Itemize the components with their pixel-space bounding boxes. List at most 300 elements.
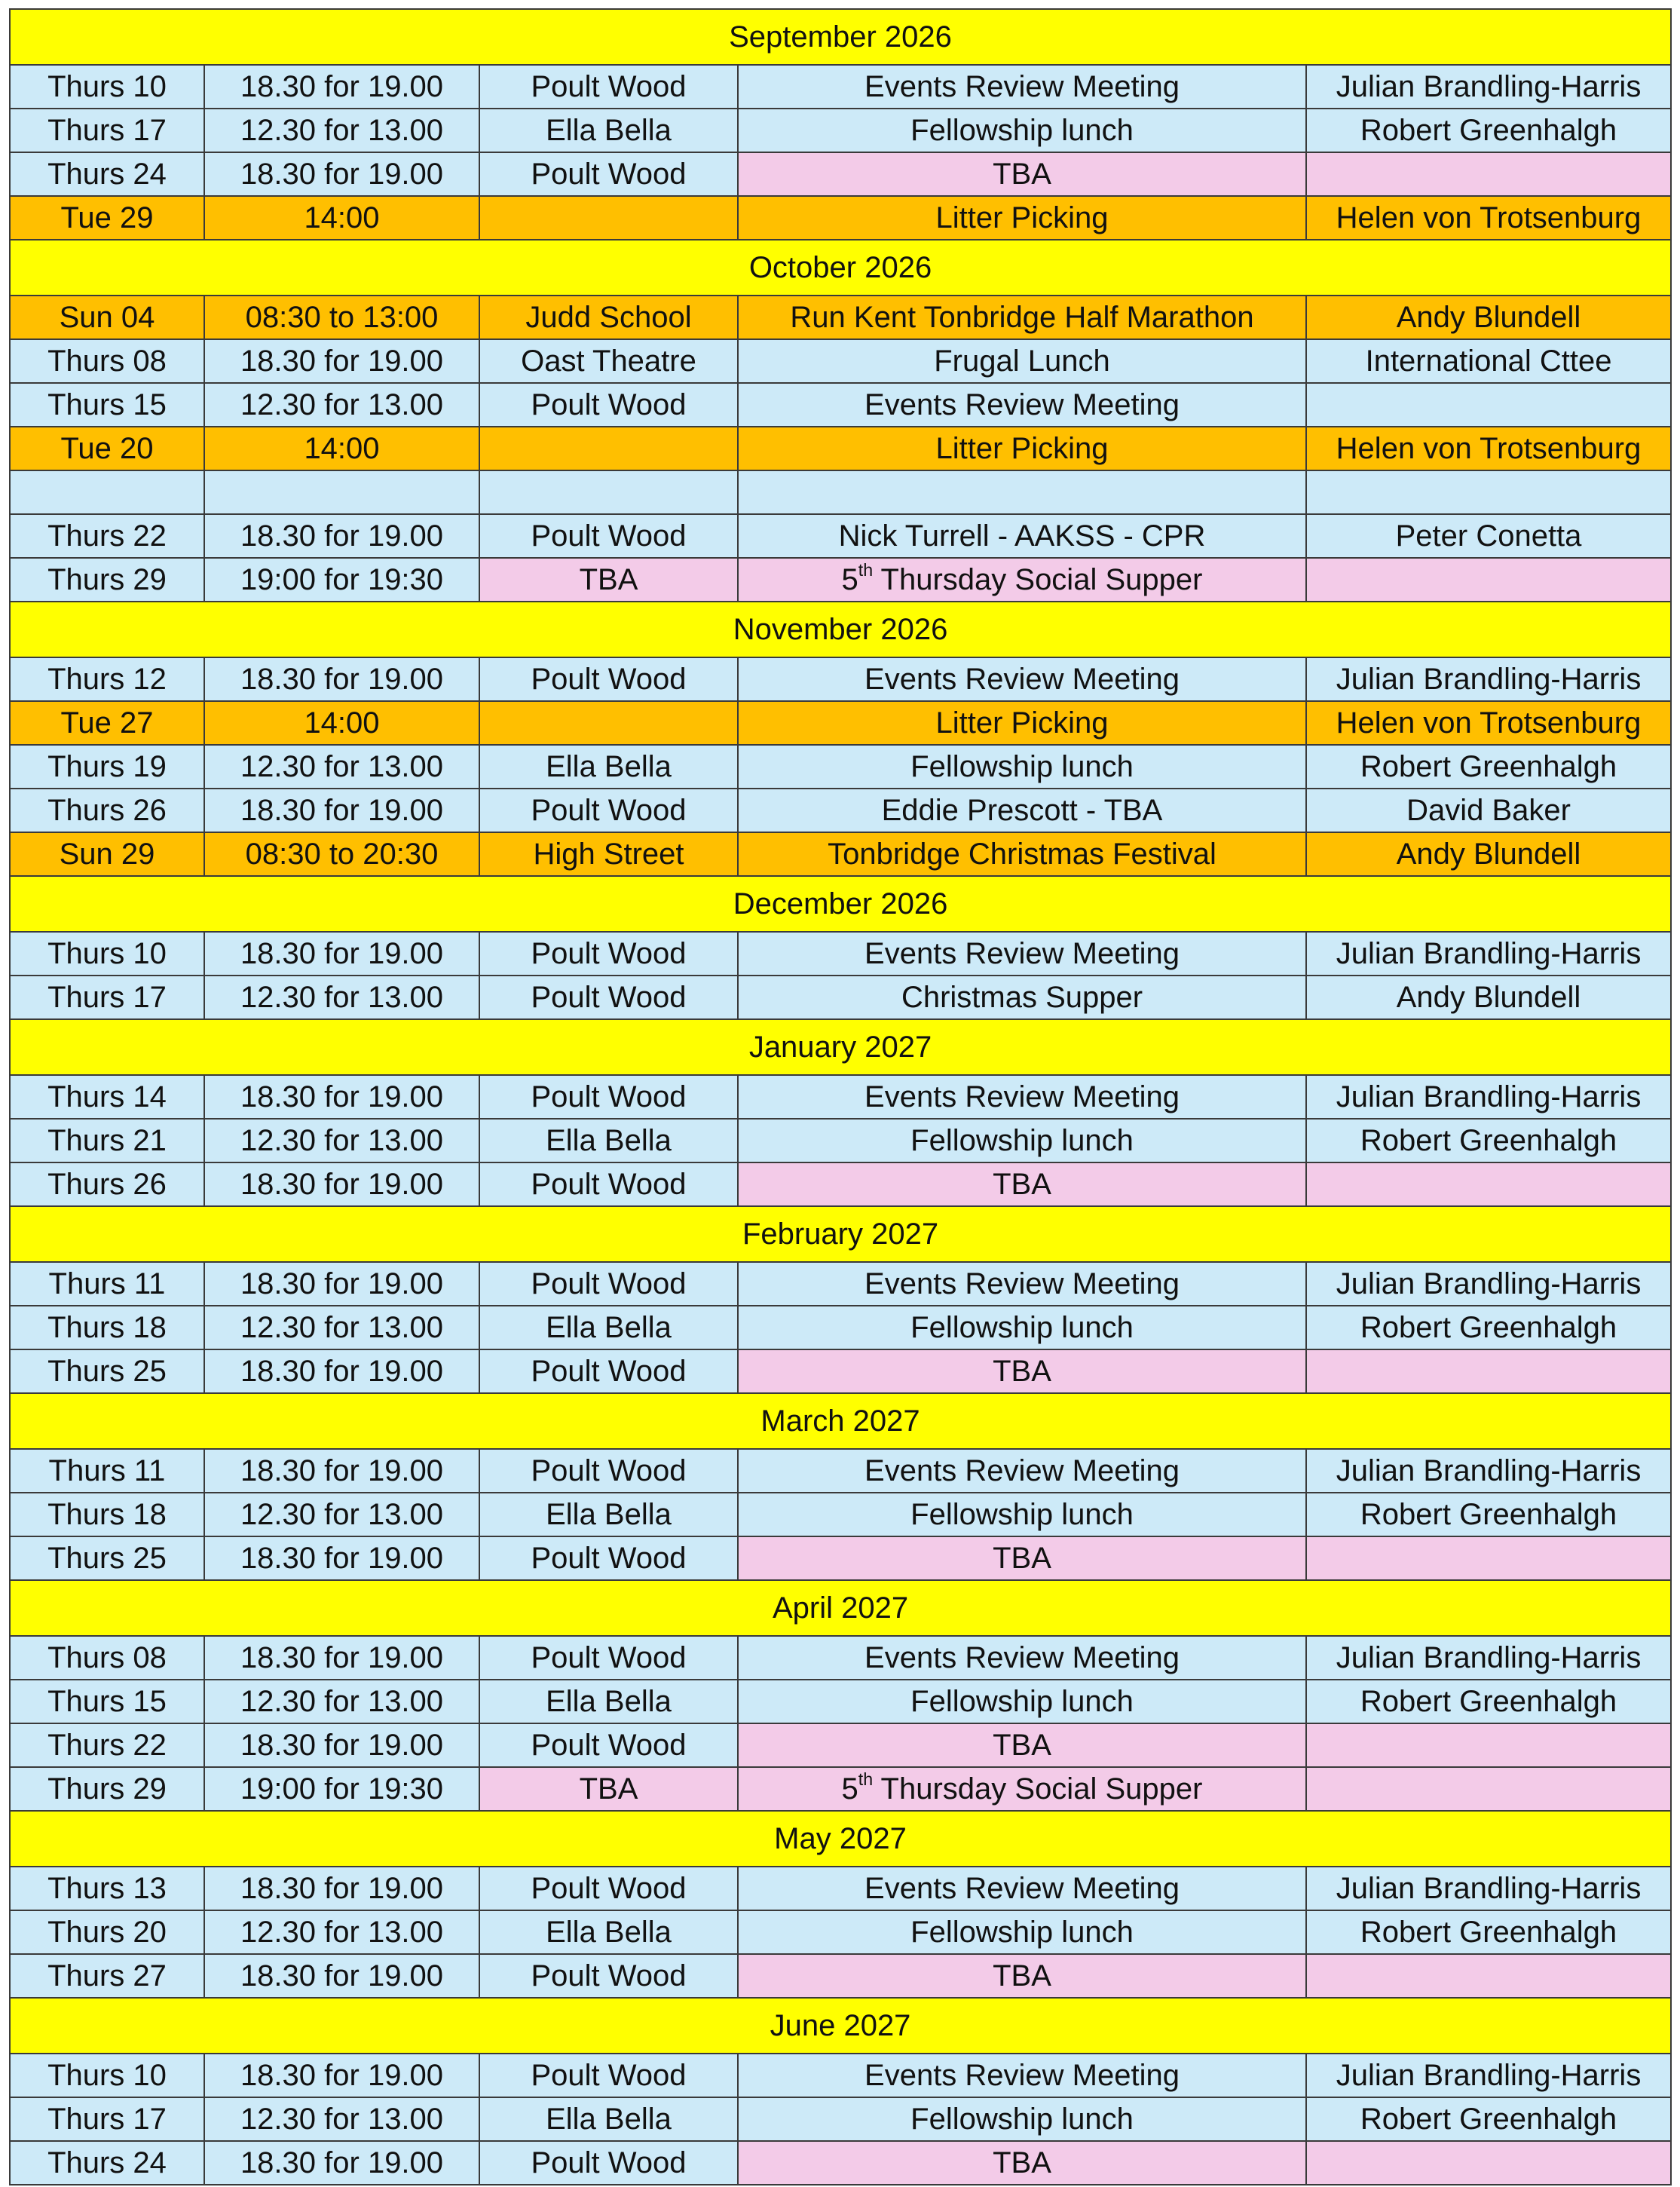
- cell-text: Fellowship lunch: [910, 750, 1134, 783]
- cell-text: TBA: [993, 2146, 1051, 2179]
- event-event-cell: [738, 514, 1306, 558]
- event-venue-cell: [479, 65, 738, 109]
- event-time-cell: [204, 1636, 479, 1680]
- cell-text: 18.30 for 19.00: [240, 1729, 444, 1762]
- event-date-cell: [10, 657, 204, 701]
- cell-text: Andy Blundell: [1396, 981, 1581, 1014]
- month-heading: May 2027: [10, 1811, 1671, 1867]
- event-row: [10, 1262, 1671, 1306]
- event-venue-cell: [479, 2141, 738, 2185]
- cell-text: 12.30 for 13.00: [240, 750, 444, 783]
- event-organiser-cell: [1306, 2097, 1671, 2141]
- event-event-cell: [738, 1954, 1306, 1998]
- cell-text: International Cttee: [1365, 345, 1612, 378]
- event-venue-cell: [479, 2097, 738, 2141]
- event-event-cell: [738, 1636, 1306, 1680]
- cell-text: 08:30 to 13:00: [245, 301, 439, 334]
- event-time-cell: [204, 514, 479, 558]
- month-header-row: [10, 1393, 1671, 1449]
- month-header-row: [10, 1811, 1671, 1867]
- event-organiser-cell: [1306, 789, 1671, 832]
- cell-text: Thurs 18: [47, 1311, 167, 1344]
- event-venue-cell: [479, 1910, 738, 1954]
- event-row: [10, 701, 1671, 745]
- cell-text: Fellowship lunch: [910, 114, 1134, 147]
- cell-text: Poult Wood: [531, 1729, 687, 1762]
- event-row: [10, 1767, 1671, 1811]
- cell-text: Sun 04: [59, 301, 155, 334]
- cell-text: TBA: [993, 1729, 1051, 1762]
- event-event-cell: [738, 1449, 1306, 1493]
- cell-text: Thurs 15: [47, 388, 167, 421]
- event-organiser-cell: [1306, 1910, 1671, 1954]
- event-organiser-cell: [1306, 1723, 1671, 1767]
- cell-text: Events Review Meeting: [864, 2059, 1180, 2092]
- event-date-cell: [10, 196, 204, 240]
- cell-text: 14:00: [304, 432, 380, 465]
- event-organiser-cell: [1306, 2141, 1671, 2185]
- cell-text: Ella Bella: [546, 1685, 672, 1718]
- month-heading: October 2026: [10, 240, 1671, 296]
- event-organiser-cell: [1306, 1306, 1671, 1349]
- event-venue-cell: [479, 1349, 738, 1393]
- event-event-cell: [738, 1910, 1306, 1954]
- cell-text: Oast Theatre: [521, 345, 696, 378]
- event-row: [10, 1493, 1671, 1536]
- event-venue-cell: [479, 657, 738, 701]
- event-row: [10, 745, 1671, 789]
- cell-text: Thurs 26: [47, 1168, 167, 1201]
- event-time-cell: [204, 701, 479, 745]
- cell-text: TBA: [579, 563, 638, 596]
- event-time-cell: [204, 745, 479, 789]
- cell-text: Ella Bella: [546, 1311, 672, 1344]
- event-venue-cell: [479, 152, 738, 196]
- event-date-cell: [10, 65, 204, 109]
- event-row: [10, 2097, 1671, 2141]
- event-venue-cell: [479, 1262, 738, 1306]
- event-date-cell: [10, 514, 204, 558]
- cell-text: Ella Bella: [546, 2103, 672, 2136]
- event-venue-cell: [479, 1680, 738, 1723]
- cell-text: Poult Wood: [531, 1355, 687, 1388]
- event-venue-cell: [479, 1306, 738, 1349]
- event-time-cell: [204, 296, 479, 339]
- event-event-cell: [738, 745, 1306, 789]
- event-date-cell: [10, 976, 204, 1019]
- event-time-cell: [204, 1262, 479, 1306]
- cell-text: Andy Blundell: [1396, 838, 1581, 871]
- cell-text: Tonbridge Christmas Festival: [828, 838, 1216, 871]
- cell-text: Fellowship lunch: [910, 1916, 1134, 1949]
- month-header-row: [10, 602, 1671, 657]
- event-row: [10, 932, 1671, 976]
- cell-text: Judd School: [525, 301, 692, 334]
- event-organiser-cell: [1306, 1349, 1671, 1393]
- event-time-cell: [204, 196, 479, 240]
- event-event-cell: [738, 1306, 1306, 1349]
- event-date-cell: [10, 1306, 204, 1349]
- event-time-cell: [204, 1119, 479, 1162]
- cell-text: Thurs 10: [47, 937, 167, 970]
- cell-text: Poult Wood: [531, 937, 687, 970]
- event-organiser-cell: [1306, 1449, 1671, 1493]
- cell-text: 12.30 for 13.00: [240, 2103, 444, 2136]
- cell-text: Robert Greenhalgh: [1360, 114, 1617, 147]
- month-heading: February 2027: [10, 1206, 1671, 1262]
- event-event-cell: [738, 109, 1306, 152]
- cell-text: 12.30 for 13.00: [240, 114, 444, 147]
- event-time-cell: [204, 1767, 479, 1811]
- event-venue-cell: [479, 514, 738, 558]
- cell-text: Robert Greenhalgh: [1360, 1916, 1617, 1949]
- ordinal-suffix: th: [858, 1769, 874, 1789]
- cell-text: 14:00: [304, 706, 380, 740]
- cell-text: Thurs 10: [47, 2059, 167, 2092]
- event-row: [10, 1910, 1671, 1954]
- cell-text: Poult Wood: [531, 158, 687, 191]
- event-row: [10, 1119, 1671, 1162]
- event-row: [10, 976, 1671, 1019]
- cell-text: 5: [841, 563, 858, 596]
- event-event-cell: [738, 701, 1306, 745]
- event-row: [10, 1306, 1671, 1349]
- cell-text: Nick Turrell - AAKSS - CPR: [838, 519, 1206, 553]
- event-date-cell: [10, 558, 204, 602]
- cell-text: 18.30 for 19.00: [240, 663, 444, 696]
- event-row: [10, 1636, 1671, 1680]
- cell-text: Events Review Meeting: [864, 1641, 1180, 1674]
- event-time-cell: [204, 1723, 479, 1767]
- event-date-cell: [10, 1910, 204, 1954]
- cell-text: Julian Brandling-Harris: [1336, 1267, 1642, 1300]
- cell-text: Helen von Trotsenburg: [1336, 706, 1642, 740]
- event-organiser-cell: [1306, 152, 1671, 196]
- event-organiser-cell: [1306, 1075, 1671, 1119]
- cell-text: 12.30 for 13.00: [240, 1124, 444, 1157]
- event-row: [10, 1954, 1671, 1998]
- cell-text: Thurs 22: [47, 519, 167, 553]
- event-organiser-cell: [1306, 65, 1671, 109]
- cell-text: Events Review Meeting: [864, 1454, 1180, 1487]
- event-venue-cell: [479, 1954, 738, 1998]
- cell-text-rest: Thursday Social Supper: [873, 1772, 1203, 1806]
- cell-text: 18.30 for 19.00: [240, 1355, 444, 1388]
- cell-text: Thurs 24: [47, 158, 167, 191]
- event-time-cell: [204, 832, 479, 876]
- cell-text: 18.30 for 19.00: [240, 70, 444, 103]
- event-organiser-cell: [1306, 1867, 1671, 1910]
- cell-text: 12.30 for 13.00: [240, 1498, 444, 1531]
- event-row: [10, 558, 1671, 602]
- cell-text: Poult Wood: [531, 2146, 687, 2179]
- event-time-cell: [204, 427, 479, 470]
- cell-text: Events Review Meeting: [864, 663, 1180, 696]
- event-time-cell: [204, 65, 479, 109]
- event-event-cell: [738, 1349, 1306, 1393]
- event-organiser-cell: [1306, 1680, 1671, 1723]
- event-event-cell: [738, 1075, 1306, 1119]
- event-event-cell: [738, 1680, 1306, 1723]
- cell-text: Events Review Meeting: [864, 937, 1180, 970]
- event-organiser-cell: [1306, 470, 1671, 514]
- cell-text: Thurs 29: [47, 563, 167, 596]
- event-venue-cell: [479, 1449, 738, 1493]
- event-row: [10, 1162, 1671, 1206]
- event-time-cell: [204, 1867, 479, 1910]
- event-venue-cell: [479, 1119, 738, 1162]
- cell-text: Julian Brandling-Harris: [1336, 1080, 1642, 1113]
- event-time-cell: [204, 976, 479, 1019]
- cell-text: Thurs 08: [47, 345, 167, 378]
- event-date-cell: [10, 745, 204, 789]
- cell-text: TBA: [993, 1355, 1051, 1388]
- cell-text: Thurs 29: [47, 1772, 167, 1806]
- cell-text: TBA: [993, 1168, 1051, 1201]
- event-venue-cell: [479, 470, 738, 514]
- month-header-row: [10, 1580, 1671, 1636]
- cell-text: 18.30 for 19.00: [240, 1872, 444, 1905]
- event-row: [10, 832, 1671, 876]
- cell-text: 18.30 for 19.00: [240, 937, 444, 970]
- event-organiser-cell: [1306, 514, 1671, 558]
- month-header-row: [10, 240, 1671, 296]
- event-row: [10, 196, 1671, 240]
- month-heading: April 2027: [10, 1580, 1671, 1636]
- event-event-cell: [738, 65, 1306, 109]
- cell-text: Thurs 12: [47, 663, 167, 696]
- event-date-cell: [10, 1493, 204, 1536]
- event-organiser-cell: [1306, 109, 1671, 152]
- event-row: [10, 383, 1671, 427]
- cell-text: Thurs 25: [47, 1355, 167, 1388]
- cell-text: Events Review Meeting: [864, 1872, 1180, 1905]
- cell-text: Fellowship lunch: [910, 1124, 1134, 1157]
- event-time-cell: [204, 152, 479, 196]
- event-event-cell: [738, 1119, 1306, 1162]
- cell-text: Andy Blundell: [1396, 301, 1581, 334]
- event-event-cell: [738, 832, 1306, 876]
- event-date-cell: [10, 1723, 204, 1767]
- event-time-cell: [204, 657, 479, 701]
- event-row: [10, 1449, 1671, 1493]
- event-date-cell: [10, 152, 204, 196]
- event-row: [10, 339, 1671, 383]
- cell-text: Tue 29: [60, 201, 154, 234]
- cell-text: Thurs 10: [47, 70, 167, 103]
- event-date-cell: [10, 1162, 204, 1206]
- month-header-row: [10, 1998, 1671, 2054]
- cell-text: 18.30 for 19.00: [240, 1542, 444, 1575]
- event-date-cell: [10, 296, 204, 339]
- cell-text: TBA: [993, 158, 1051, 191]
- cell-text: Thurs 13: [47, 1872, 167, 1905]
- cell-text: Julian Brandling-Harris: [1336, 1872, 1642, 1905]
- cell-text: Events Review Meeting: [864, 70, 1180, 103]
- event-date-cell: [10, 1449, 204, 1493]
- event-venue-cell: [479, 1075, 738, 1119]
- cell-text: Thurs 19: [47, 750, 167, 783]
- cell-text: Poult Wood: [531, 981, 687, 1014]
- event-event-cell: [738, 470, 1306, 514]
- event-time-cell: [204, 1449, 479, 1493]
- event-venue-cell: [479, 1723, 738, 1767]
- cell-text: Thurs 14: [47, 1080, 167, 1113]
- event-row: [10, 1536, 1671, 1580]
- event-time-cell: [204, 1954, 479, 1998]
- event-row: [10, 1349, 1671, 1393]
- cell-text: TBA: [993, 1542, 1051, 1575]
- cell-text: Thurs 27: [47, 1959, 167, 1992]
- month-heading: January 2027: [10, 1019, 1671, 1075]
- event-time-cell: [204, 1493, 479, 1536]
- event-event-cell: [738, 789, 1306, 832]
- event-venue-cell: [479, 1636, 738, 1680]
- cell-text: Christmas Supper: [901, 981, 1143, 1014]
- cell-text: 18.30 for 19.00: [240, 1959, 444, 1992]
- cell-text: Poult Wood: [531, 1267, 687, 1300]
- cell-text: 19:00 for 19:30: [240, 1772, 444, 1806]
- cell-text: Litter Picking: [935, 706, 1109, 740]
- month-header-row: [10, 9, 1671, 65]
- event-venue-cell: [479, 339, 738, 383]
- cell-text: Poult Wood: [531, 70, 687, 103]
- cell-text: Thurs 11: [48, 1454, 166, 1487]
- cell-text: Frugal Lunch: [934, 345, 1110, 378]
- cell-text: 12.30 for 13.00: [240, 1685, 444, 1718]
- cell-text: Thurs 25: [47, 1542, 167, 1575]
- event-time-cell: [204, 1075, 479, 1119]
- cell-text: Robert Greenhalgh: [1360, 1685, 1617, 1718]
- cell-text: Thurs 17: [47, 981, 167, 1014]
- event-row: [10, 514, 1671, 558]
- event-time-cell: [204, 1162, 479, 1206]
- event-time-cell: [204, 339, 479, 383]
- event-date-cell: [10, 701, 204, 745]
- event-date-cell: [10, 2141, 204, 2185]
- cell-text: Julian Brandling-Harris: [1336, 1454, 1642, 1487]
- cell-text: Events Review Meeting: [864, 1080, 1180, 1113]
- month-heading: December 2026: [10, 876, 1671, 932]
- cell-text: Ella Bella: [546, 1498, 672, 1531]
- cell-text: Julian Brandling-Harris: [1336, 70, 1642, 103]
- event-time-cell: [204, 932, 479, 976]
- event-organiser-cell: [1306, 657, 1671, 701]
- event-time-cell: [204, 2054, 479, 2097]
- cell-text: Julian Brandling-Harris: [1336, 2059, 1642, 2092]
- event-venue-cell: [479, 1767, 738, 1811]
- event-row: [10, 1723, 1671, 1767]
- events-schedule-table: [9, 8, 1672, 2185]
- event-event-cell: [738, 296, 1306, 339]
- event-organiser-cell: [1306, 383, 1671, 427]
- event-time-cell: [204, 789, 479, 832]
- event-organiser-cell: [1306, 1636, 1671, 1680]
- event-venue-cell: [479, 789, 738, 832]
- cell-text: 18.30 for 19.00: [240, 158, 444, 191]
- event-date-cell: [10, 789, 204, 832]
- event-venue-cell: [479, 296, 738, 339]
- cell-text: Thurs 18: [47, 1498, 167, 1531]
- cell-text: 12.30 for 13.00: [240, 981, 444, 1014]
- cell-text: 18.30 for 19.00: [240, 794, 444, 827]
- cell-text: Robert Greenhalgh: [1360, 1498, 1617, 1531]
- event-organiser-cell: [1306, 932, 1671, 976]
- cell-text: 12.30 for 13.00: [240, 1916, 444, 1949]
- cell-text: Helen von Trotsenburg: [1336, 432, 1642, 465]
- cell-text: Julian Brandling-Harris: [1336, 937, 1642, 970]
- cell-text: TBA: [993, 1959, 1051, 1992]
- cell-text: Thurs 11: [48, 1267, 166, 1300]
- schedule-body: [10, 9, 1671, 2185]
- cell-text-rest: Thursday Social Supper: [873, 563, 1203, 596]
- event-venue-cell: [479, 1493, 738, 1536]
- event-event-cell: [738, 558, 1306, 602]
- event-time-cell: [204, 1910, 479, 1954]
- cell-text: Sun 29: [59, 838, 155, 871]
- event-date-cell: [10, 1075, 204, 1119]
- cell-text: Poult Wood: [531, 1168, 687, 1201]
- cell-text: Thurs 24: [47, 2146, 167, 2179]
- month-header-row: [10, 1206, 1671, 1262]
- cell-text: Poult Wood: [531, 388, 687, 421]
- cell-text: Thurs 21: [47, 1124, 167, 1157]
- cell-text: 18.30 for 19.00: [240, 1168, 444, 1201]
- cell-text: Thurs 08: [47, 1641, 167, 1674]
- cell-text: Thurs 17: [47, 114, 167, 147]
- event-row: [10, 65, 1671, 109]
- event-event-cell: [738, 152, 1306, 196]
- event-date-cell: [10, 1767, 204, 1811]
- event-event-cell: [738, 1493, 1306, 1536]
- event-organiser-cell: [1306, 1954, 1671, 1998]
- event-row: [10, 109, 1671, 152]
- event-venue-cell: [479, 1867, 738, 1910]
- event-event-cell: [738, 383, 1306, 427]
- event-time-cell: [204, 1306, 479, 1349]
- cell-text: Thurs 15: [47, 1685, 167, 1718]
- cell-text: Tue 27: [60, 706, 154, 740]
- cell-text: 18.30 for 19.00: [240, 519, 444, 553]
- event-venue-cell: [479, 383, 738, 427]
- cell-text: Robert Greenhalgh: [1360, 1311, 1617, 1344]
- event-event-cell: [738, 1262, 1306, 1306]
- event-row: [10, 427, 1671, 470]
- event-organiser-cell: [1306, 296, 1671, 339]
- event-venue-cell: [479, 832, 738, 876]
- event-venue-cell: [479, 427, 738, 470]
- event-venue-cell: [479, 1162, 738, 1206]
- event-organiser-cell: [1306, 1162, 1671, 1206]
- event-organiser-cell: [1306, 832, 1671, 876]
- event-venue-cell: [479, 2054, 738, 2097]
- month-heading: June 2027: [10, 1998, 1671, 2054]
- event-date-cell: [10, 339, 204, 383]
- event-event-cell: [738, 2054, 1306, 2097]
- event-row: [10, 1867, 1671, 1910]
- event-date-cell: [10, 470, 204, 514]
- event-date-cell: [10, 1262, 204, 1306]
- cell-text: Ella Bella: [546, 1124, 672, 1157]
- cell-text: Ella Bella: [546, 750, 672, 783]
- month-heading: September 2026: [10, 9, 1671, 65]
- cell-text: Poult Wood: [531, 2059, 687, 2092]
- cell-text: Fellowship lunch: [910, 1311, 1134, 1344]
- cell-text: Robert Greenhalgh: [1360, 750, 1617, 783]
- event-venue-cell: [479, 109, 738, 152]
- event-row: [10, 657, 1671, 701]
- cell-text: Tue 20: [60, 432, 154, 465]
